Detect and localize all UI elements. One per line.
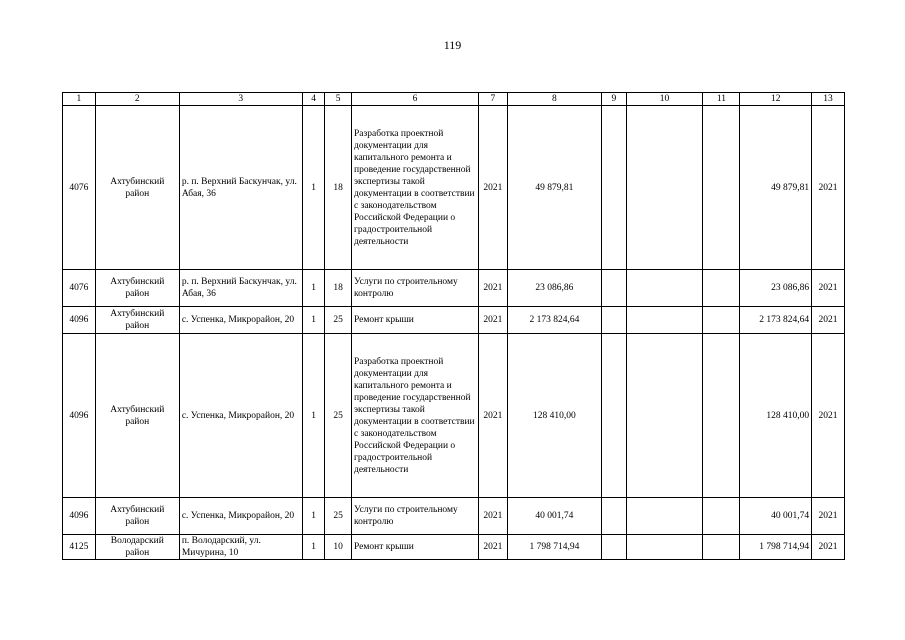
col13-year-cell: 2021: [812, 106, 845, 270]
work-type-cell: Услуги по строительному контролю: [351, 498, 478, 535]
column-header: 6: [351, 93, 478, 106]
year-cell: 2021: [479, 334, 508, 498]
column-number-header-row: [63, 93, 845, 106]
address-cell: с. Успенка, Микрорайон, 20: [179, 498, 302, 535]
address-cell: с. Успенка, Микрорайон, 20: [179, 334, 302, 498]
district-cell: Ахтубинский район: [95, 106, 179, 270]
col4-cell: 1: [302, 498, 325, 535]
object-id-cell: 4076: [63, 270, 96, 307]
column-header: 3: [179, 93, 302, 106]
column-header: 7: [479, 93, 508, 106]
col10-cell: [626, 106, 703, 270]
year-cell: 2021: [479, 307, 508, 334]
col10-cell: [626, 498, 703, 535]
object-id-cell: 4096: [63, 498, 96, 535]
amount-cell: 2 173 824,64: [507, 307, 601, 334]
amount-cell: 1 798 714,94: [507, 535, 601, 560]
table-row: [63, 307, 845, 334]
year-cell: 2021: [479, 535, 508, 560]
col5-cell: 25: [325, 498, 352, 535]
district-cell: Ахтубинский район: [95, 307, 179, 334]
work-type-cell: Ремонт крыши: [351, 307, 478, 334]
address-cell: р. п. Верхний Баскунчак, ул. Абая, 36: [179, 106, 302, 270]
col4-cell: 1: [302, 270, 325, 307]
column-header: 8: [507, 93, 601, 106]
col13-year-cell: 2021: [812, 535, 845, 560]
col11-cell: [703, 307, 740, 334]
year-cell: 2021: [479, 498, 508, 535]
amount-cell: 23 086,86: [507, 270, 601, 307]
column-header: 12: [740, 93, 812, 106]
object-id-cell: 4125: [63, 535, 96, 560]
table-row: [63, 334, 845, 498]
col4-cell: 1: [302, 106, 325, 270]
work-type-cell: Услуги по строительному контролю: [351, 270, 478, 307]
amount-cell: 128 410,00: [507, 334, 601, 498]
col4-cell: 1: [302, 334, 325, 498]
work-type-cell: Разработка проектной документации для капитального ремонта и проведение государственной экспертизы такой документации в соответствии с законодательством Российской Федерации о градостроительной деятельности: [351, 106, 478, 270]
work-type-cell: Ремонт крыши: [351, 535, 478, 560]
col9-cell: [602, 106, 627, 270]
district-cell: Ахтубинский район: [95, 334, 179, 498]
col12-amount-cell: 49 879,81: [740, 106, 812, 270]
col11-cell: [703, 535, 740, 560]
col5-cell: 25: [325, 307, 352, 334]
column-header: 2: [95, 93, 179, 106]
amount-cell: 40 001,74: [507, 498, 601, 535]
col12-amount-cell: 1 798 714,94: [740, 535, 812, 560]
district-cell: Ахтубинский район: [95, 498, 179, 535]
column-header: 10: [626, 93, 703, 106]
col12-amount-cell: 2 173 824,64: [740, 307, 812, 334]
column-header: 13: [812, 93, 845, 106]
col5-cell: 18: [325, 270, 352, 307]
col13-year-cell: 2021: [812, 498, 845, 535]
col9-cell: [602, 535, 627, 560]
table-row: [63, 106, 845, 270]
table-row: [63, 535, 845, 560]
col13-year-cell: 2021: [812, 307, 845, 334]
district-cell: Ахтубинский район: [95, 270, 179, 307]
col5-cell: 10: [325, 535, 352, 560]
col13-year-cell: 2021: [812, 270, 845, 307]
col9-cell: [602, 334, 627, 498]
column-header: 5: [325, 93, 352, 106]
col9-cell: [602, 270, 627, 307]
col10-cell: [626, 307, 703, 334]
col11-cell: [703, 106, 740, 270]
col9-cell: [602, 307, 627, 334]
col4-cell: 1: [302, 535, 325, 560]
col10-cell: [626, 334, 703, 498]
year-cell: 2021: [479, 270, 508, 307]
col13-year-cell: 2021: [812, 334, 845, 498]
column-header: 9: [602, 93, 627, 106]
column-header: 4: [302, 93, 325, 106]
col11-cell: [703, 334, 740, 498]
table-row: [63, 270, 845, 307]
col10-cell: [626, 535, 703, 560]
year-cell: 2021: [479, 106, 508, 270]
amount-cell: 49 879,81: [507, 106, 601, 270]
district-cell: Володарский район: [95, 535, 179, 560]
object-id-cell: 4076: [63, 106, 96, 270]
table-row: [63, 498, 845, 535]
object-id-cell: 4096: [63, 307, 96, 334]
address-cell: п. Володарский, ул. Мичурина, 10: [179, 535, 302, 560]
object-id-cell: 4096: [63, 334, 96, 498]
col12-amount-cell: 40 001,74: [740, 498, 812, 535]
col11-cell: [703, 498, 740, 535]
page-number: 119: [443, 38, 462, 52]
col9-cell: [602, 498, 627, 535]
col11-cell: [703, 270, 740, 307]
col12-amount-cell: 23 086,86: [740, 270, 812, 307]
address-cell: р. п. Верхний Баскунчак, ул. Абая, 36: [179, 270, 302, 307]
column-header: 1: [63, 93, 96, 106]
col4-cell: 1: [302, 307, 325, 334]
work-type-cell: Разработка проектной документации для капитального ремонта и проведение государственной экспертизы такой документации в соответствии с законодательством Российской Федерации о градостроительной деятельности: [351, 334, 478, 498]
col5-cell: 25: [325, 334, 352, 498]
col10-cell: [626, 270, 703, 307]
capital-repair-table: [62, 92, 845, 560]
column-header: 11: [703, 93, 740, 106]
col12-amount-cell: 128 410,00: [740, 334, 812, 498]
col5-cell: 18: [325, 106, 352, 270]
address-cell: с. Успенка, Микрорайон, 20: [179, 307, 302, 334]
